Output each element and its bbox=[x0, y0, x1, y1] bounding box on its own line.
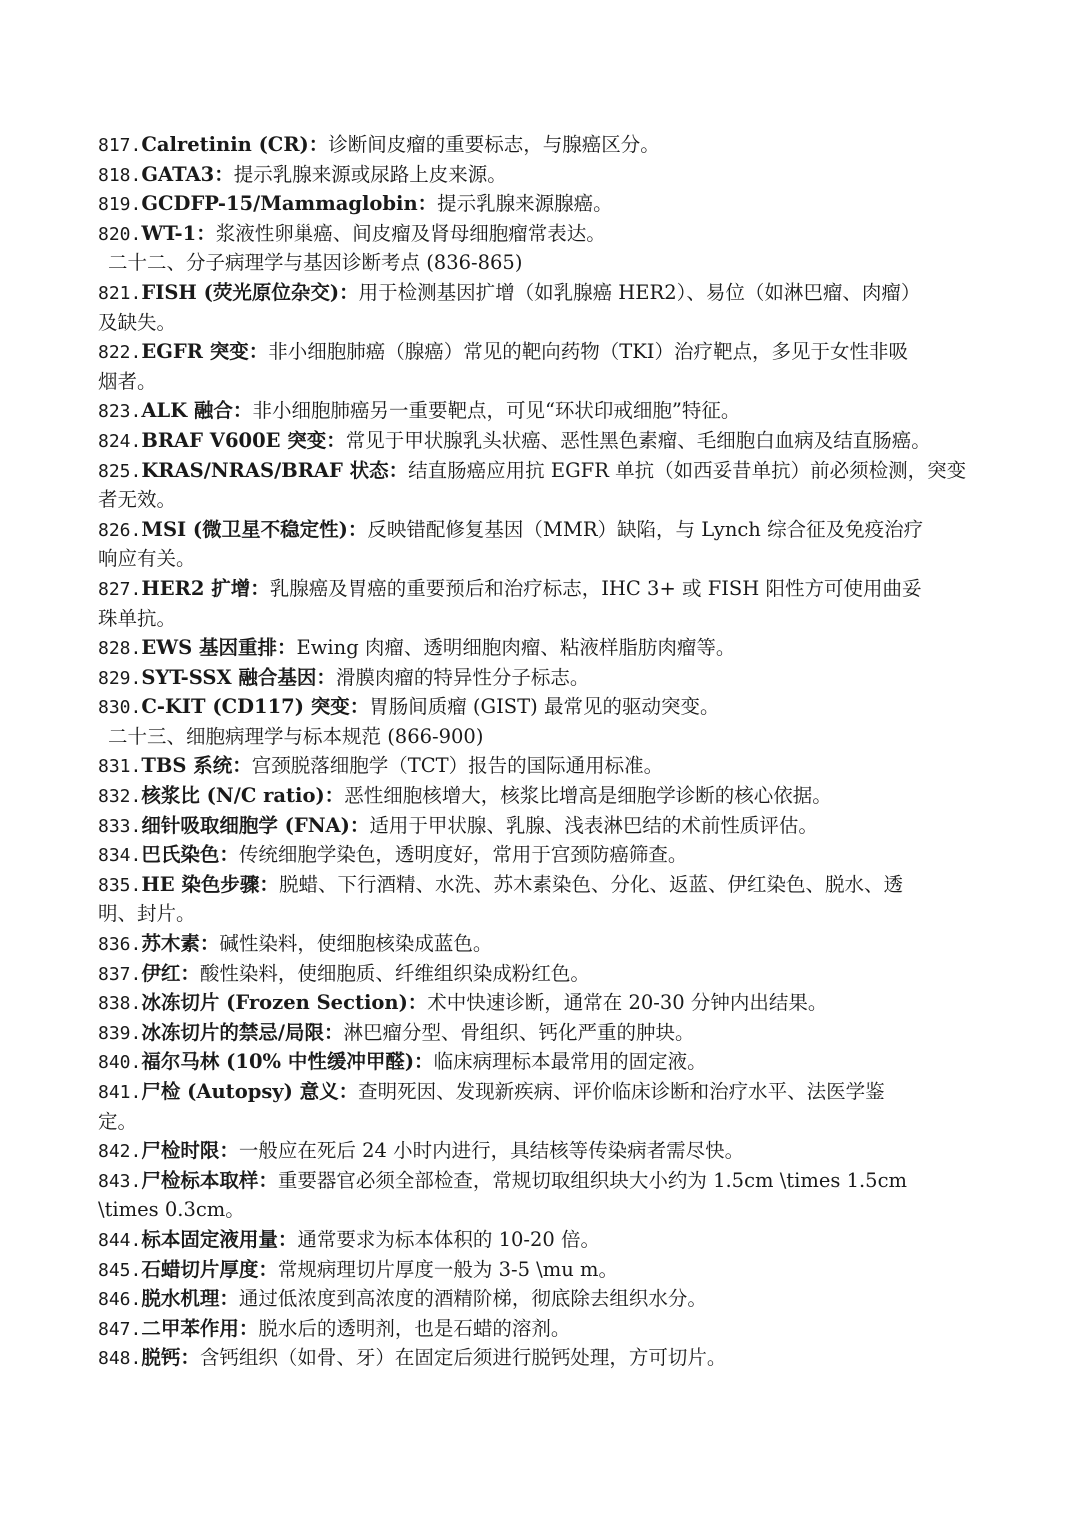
list-item bbox=[98, 1136, 998, 1166]
item-number: 845. bbox=[98, 1259, 142, 1281]
item-number: 837. bbox=[98, 963, 142, 985]
list-item bbox=[98, 337, 998, 367]
list-item bbox=[98, 751, 998, 781]
list-item bbox=[98, 1077, 998, 1107]
item-continuation: 响应有关。 bbox=[98, 547, 196, 571]
item-number: 817. bbox=[98, 135, 142, 156]
item-number: 834. bbox=[98, 845, 142, 867]
item-term: SYT-SSX 融合基因： bbox=[141, 665, 336, 689]
item-description: 提示乳腺来源腺癌。 bbox=[437, 192, 613, 216]
item-term: 伊红： bbox=[141, 961, 200, 985]
item-term: HE 染色步骤： bbox=[141, 872, 279, 896]
item-description: 通常要求为标本体积的 10-20 倍。 bbox=[297, 1227, 600, 1251]
item-continuation: 明、封片。 bbox=[98, 902, 196, 926]
item-description: 重要器官必须全部检查，常规切取组织块大小约为 1.5cm \times 1.5cm bbox=[277, 1168, 907, 1192]
item-description: 脱水后的透明剂，也是石蜡的溶剂。 bbox=[258, 1316, 571, 1340]
document-body bbox=[98, 130, 998, 1373]
item-description: 宫颈脱落细胞学（TCT）报告的国际通用标准。 bbox=[251, 754, 664, 778]
item-description: 淋巴瘤分型、骨组织、钙化严重的肿块。 bbox=[343, 1020, 695, 1044]
item-term: KRAS/NRAS/BRAF 状态： bbox=[141, 458, 409, 482]
item-number: 846. bbox=[98, 1289, 142, 1311]
list-item bbox=[98, 1225, 998, 1255]
item-continuation: 及缺失。 bbox=[98, 310, 177, 334]
item-term: 尸检标本取样： bbox=[141, 1168, 278, 1192]
item-number: 831. bbox=[98, 756, 142, 778]
list-item bbox=[98, 219, 998, 249]
list-item bbox=[98, 663, 998, 693]
item-term: 尸检 (Autopsy) 意义： bbox=[141, 1080, 359, 1103]
item-term: 福尔马林 (10% 中性缓冲甲醛)： bbox=[141, 1050, 434, 1074]
list-item bbox=[98, 692, 998, 722]
item-description: 乳腺癌及胃癌的重要预后和治疗标志，IHC 3+ 或 FISH 阳性方可使用曲妥 bbox=[269, 576, 922, 600]
item-number: 835. bbox=[98, 874, 142, 896]
item-number: 824. bbox=[98, 430, 142, 452]
item-description: 非小细胞肺癌（腺癌）常见的靶向药物（TKI）治疗靶点，多见于女性非吸 bbox=[268, 340, 908, 364]
item-description: 常规病理切片厚度一般为 3-5 \mu m。 bbox=[277, 1257, 618, 1281]
item-description: 浆液性卵巢癌、间皮瘤及肾母细胞瘤常表达。 bbox=[215, 221, 606, 245]
item-number: 844. bbox=[98, 1229, 142, 1251]
item-description: 适用于甲状腺、乳腺、浅表淋巴结的术前性质评估。 bbox=[369, 813, 818, 837]
item-number: 821. bbox=[98, 282, 142, 304]
item-description: 传统细胞学染色，透明度好，常用于宫颈防癌筛查。 bbox=[238, 843, 688, 867]
item-number: 838. bbox=[98, 993, 142, 1015]
item-term: ALK 融合： bbox=[141, 399, 253, 423]
item-term: Calretinin (CR)： bbox=[141, 133, 329, 156]
item-number: 833. bbox=[98, 815, 142, 837]
item-number: 830. bbox=[98, 697, 142, 719]
item-description: 术中快速诊断，通常在 20-30 分钟内出结果。 bbox=[427, 991, 828, 1015]
item-term: GCDFP-15/Mammaglobin： bbox=[141, 192, 438, 216]
list-item bbox=[98, 959, 998, 989]
item-number: 828. bbox=[98, 638, 142, 660]
item-description: 查明死因、发现新疾病、评价临床诊断和治疗水平、法医学鉴 bbox=[358, 1080, 885, 1103]
item-term: 核浆比 (N/C ratio)： bbox=[141, 784, 345, 808]
list-item bbox=[98, 1018, 998, 1048]
item-continuation: \times 0.3cm。 bbox=[98, 1198, 245, 1222]
item-number: 819. bbox=[98, 194, 142, 216]
item-term: MSI (微卫星不稳定性)： bbox=[141, 517, 368, 541]
item-description: 反映错配修复基因（MMR）缺陷，与 Lynch 综合征及免疫治疗 bbox=[367, 517, 924, 541]
item-term: 冰冻切片的禁忌/局限： bbox=[141, 1020, 344, 1044]
list-item bbox=[98, 130, 998, 160]
item-term: 苏木素： bbox=[141, 932, 220, 956]
item-number: 841. bbox=[98, 1082, 142, 1103]
item-term: HER2 扩增： bbox=[141, 576, 270, 600]
item-term: EGFR 突变： bbox=[141, 340, 269, 364]
item-description: 碱性染料，使细胞核染成蓝色。 bbox=[219, 932, 493, 956]
item-number: 843. bbox=[98, 1170, 142, 1192]
item-term: 巴氏染色： bbox=[141, 843, 239, 867]
list-item bbox=[98, 1255, 998, 1285]
item-term: C-KIT (CD117) 突变： bbox=[141, 695, 370, 719]
list-item bbox=[98, 574, 998, 604]
item-term: 尸检时限： bbox=[141, 1139, 239, 1163]
item-number: 822. bbox=[98, 342, 142, 364]
item-number: 826. bbox=[98, 519, 142, 541]
list-item bbox=[98, 396, 998, 426]
item-description: 含钙组织（如骨、牙）在固定后须进行脱钙处理，方可切片。 bbox=[199, 1346, 727, 1370]
list-item bbox=[98, 160, 998, 190]
item-description: 胃肠间质瘤 (GIST) 最常见的驱动突变。 bbox=[369, 695, 720, 719]
item-description: 一般应在死后 24 小时内进行，具结核等传染病者需尽快。 bbox=[238, 1139, 745, 1163]
item-number: 842. bbox=[98, 1141, 142, 1163]
list-item bbox=[98, 1343, 998, 1373]
list-item bbox=[98, 781, 998, 811]
item-term: WT-1： bbox=[141, 221, 216, 245]
item-number: 839. bbox=[98, 1022, 142, 1044]
item-number: 825. bbox=[98, 460, 142, 482]
item-continuation: 者无效。 bbox=[98, 488, 177, 512]
item-description: 恶性细胞核增大，核浆比增高是细胞学诊断的核心依据。 bbox=[344, 784, 832, 808]
item-description: Ewing 肉瘤、透明细胞肉瘤、粘液样脂肪肉瘤等。 bbox=[296, 636, 736, 660]
list-item bbox=[98, 456, 998, 486]
section-heading: 二十二、分子病理学与基因诊断考点 (836-865) bbox=[108, 251, 523, 275]
item-number: 820. bbox=[98, 223, 142, 245]
list-item bbox=[98, 515, 998, 545]
list-item bbox=[98, 633, 998, 663]
item-description: 临床病理标本最常用的固定液。 bbox=[433, 1050, 707, 1074]
item-term: GATA3： bbox=[141, 162, 234, 186]
item-term: 脱水机理： bbox=[141, 1287, 239, 1311]
list-item bbox=[98, 870, 998, 900]
item-term: 二甲苯作用： bbox=[141, 1316, 259, 1340]
item-number: 827. bbox=[98, 578, 142, 600]
item-term: 石蜡切片厚度： bbox=[141, 1257, 278, 1281]
item-number: 832. bbox=[98, 786, 142, 808]
section-heading: 二十三、细胞病理学与标本规范 (866-900) bbox=[108, 724, 484, 748]
item-term: FISH (荧光原位杂交)： bbox=[141, 280, 359, 304]
list-item bbox=[98, 988, 998, 1018]
item-term: 细针吸取细胞学 (FNA)： bbox=[141, 813, 370, 837]
list-item bbox=[98, 1166, 998, 1196]
item-description: 常见于甲状腺乳头状癌、恶性黑色素瘤、毛细胞白血病及结直肠癌。 bbox=[345, 428, 931, 452]
item-description: 用于检测基因扩增（如乳腺癌 HER2）、易位（如淋巴瘤、肉瘤） bbox=[358, 280, 921, 304]
item-number: 848. bbox=[98, 1348, 142, 1370]
list-item bbox=[98, 929, 998, 959]
list-item bbox=[98, 189, 998, 219]
item-continuation: 珠单抗。 bbox=[98, 606, 177, 630]
item-number: 823. bbox=[98, 401, 142, 423]
item-number: 836. bbox=[98, 934, 142, 956]
item-number: 847. bbox=[98, 1318, 142, 1340]
item-description: 提示乳腺来源或尿路上皮来源。 bbox=[233, 162, 507, 186]
item-number: 818. bbox=[98, 164, 142, 186]
item-description: 酸性染料，使细胞质、纤维组织染成粉红色。 bbox=[199, 961, 590, 985]
list-item bbox=[98, 840, 998, 870]
item-term: 标本固定液用量： bbox=[141, 1227, 298, 1251]
list-item bbox=[98, 1314, 998, 1344]
item-continuation: 定。 bbox=[98, 1109, 138, 1133]
item-description: 诊断间皮瘤的重要标志，与腺癌区分。 bbox=[328, 133, 660, 156]
item-description: 结直肠癌应用抗 EGFR 单抗（如西妥昔单抗）前必须检测，突变 bbox=[408, 458, 967, 482]
item-description: 脱蜡、下行酒精、水洗、苏木素染色、分化、返蓝、伊红染色、脱水、透 bbox=[278, 872, 903, 896]
item-description: 通过低浓度到高浓度的酒精阶梯，彻底除去组织水分。 bbox=[238, 1287, 707, 1311]
item-term: 冰冻切片 (Frozen Section)： bbox=[141, 991, 428, 1015]
list-item bbox=[98, 426, 998, 456]
list-item bbox=[98, 1047, 998, 1077]
list-item bbox=[98, 278, 998, 308]
list-item bbox=[98, 811, 998, 841]
list-item bbox=[98, 1284, 998, 1314]
item-term: EWS 基因重排： bbox=[141, 636, 297, 660]
item-term: BRAF V600E 突变： bbox=[141, 428, 346, 452]
item-continuation: 烟者。 bbox=[98, 369, 157, 393]
item-number: 829. bbox=[98, 667, 142, 689]
item-term: TBS 系统： bbox=[141, 754, 252, 778]
item-description: 滑膜肉瘤的特异性分子标志。 bbox=[335, 665, 590, 689]
item-term: 脱钙： bbox=[141, 1346, 200, 1370]
item-description: 非小细胞肺癌另一重要靶点，可见“环状印戒细胞”特征。 bbox=[252, 399, 741, 423]
item-number: 840. bbox=[98, 1052, 142, 1074]
